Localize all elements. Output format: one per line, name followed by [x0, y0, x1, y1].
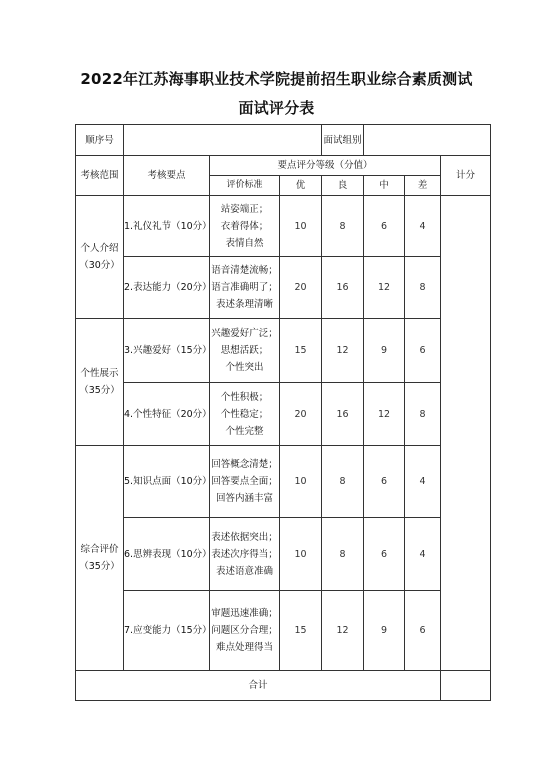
score-header: 计分 [441, 156, 491, 196]
score-medium: 6 [364, 446, 405, 518]
score-medium: 12 [364, 383, 405, 446]
score-excellent: 10 [280, 518, 322, 591]
group-label: 面试组别 [322, 125, 364, 156]
score-excellent: 15 [280, 591, 322, 671]
point-name: 4.个性特征（20分） [124, 383, 210, 446]
point-name: 2.表达能力（20分） [124, 257, 210, 319]
score-column[interactable] [441, 196, 491, 671]
score-medium: 6 [364, 196, 405, 257]
point-name: 3.兴趣爱好（15分） [124, 319, 210, 383]
criteria-cell: 审题迅速准确； 问题区分合理； 难点处理得当 [210, 591, 280, 671]
points-header: 考核要点 [124, 156, 210, 196]
score-excellent: 10 [280, 446, 322, 518]
criteria-cell: 站姿端正； 衣着得体； 表情自然 [210, 196, 280, 257]
score-excellent: 20 [280, 257, 322, 319]
point-name: 7.应变能力（15分） [124, 591, 210, 671]
table-row [76, 319, 491, 383]
score-good: 8 [322, 196, 364, 257]
criteria-header: 评价标准 [210, 176, 280, 196]
criteria-cell: 表述依据突出； 表述次序得当； 表述语意准确 [210, 518, 280, 591]
score-medium: 6 [364, 518, 405, 591]
scope-cell: 个性展示 （35分） [76, 319, 124, 446]
score-poor: 4 [405, 518, 441, 591]
level-poor: 差 [405, 176, 441, 196]
table-row [76, 518, 491, 591]
level-medium: 中 [364, 176, 405, 196]
level-header: 要点评分等级（分值） [210, 156, 441, 176]
page-subtitle: 面试评分表 [238, 99, 315, 117]
total-label: 合计 [76, 671, 441, 701]
table-row [76, 383, 491, 446]
scope-header: 考核范围 [76, 156, 124, 196]
seq-label: 顺序号 [76, 125, 124, 156]
criteria-cell: 语音清楚流畅； 语言准确明了； 表述条理清晰 [210, 257, 280, 319]
table-row [76, 257, 491, 319]
scope-cell: 个人介绍 （30分） [76, 196, 124, 319]
score-good: 12 [322, 591, 364, 671]
total-score-cell[interactable] [441, 671, 491, 701]
score-excellent: 15 [280, 319, 322, 383]
seq-value-cell[interactable] [124, 125, 322, 156]
score-medium: 12 [364, 257, 405, 319]
scoring-table [75, 124, 491, 701]
score-poor: 4 [405, 446, 441, 518]
score-good: 8 [322, 446, 364, 518]
score-good: 8 [322, 518, 364, 591]
score-poor: 8 [405, 257, 441, 319]
point-name: 1.礼仪礼节（10分） [124, 196, 210, 257]
score-good: 12 [322, 319, 364, 383]
score-poor: 4 [405, 196, 441, 257]
point-name: 6.思辨表现（10分） [124, 518, 210, 591]
criteria-cell: 个性积极； 个性稳定； 个性完整 [210, 383, 280, 446]
table-row [76, 591, 491, 671]
criteria-cell: 兴趣爱好广泛； 思想活跃； 个性突出 [210, 319, 280, 383]
score-excellent: 10 [280, 196, 322, 257]
header-row-1 [76, 156, 491, 176]
scope-cell: 综合评价 （35分） [76, 446, 124, 671]
score-good: 16 [322, 383, 364, 446]
score-poor: 6 [405, 591, 441, 671]
criteria-cell: 回答概念清楚； 回答要点全面； 回答内涵丰富 [210, 446, 280, 518]
point-name: 5.知识点面（10分） [124, 446, 210, 518]
total-row [76, 671, 491, 701]
score-good: 16 [322, 257, 364, 319]
score-medium: 9 [364, 591, 405, 671]
score-poor: 6 [405, 319, 441, 383]
level-good: 良 [322, 176, 364, 196]
info-row [76, 125, 491, 156]
score-excellent: 20 [280, 383, 322, 446]
table-row [76, 446, 491, 518]
score-poor: 8 [405, 383, 441, 446]
page-title: 2022年江苏海事职业技术学院提前招生职业综合素质测试 [80, 70, 473, 88]
score-medium: 9 [364, 319, 405, 383]
level-excellent: 优 [280, 176, 322, 196]
group-value-cell[interactable] [364, 125, 491, 156]
table-row [76, 196, 491, 257]
